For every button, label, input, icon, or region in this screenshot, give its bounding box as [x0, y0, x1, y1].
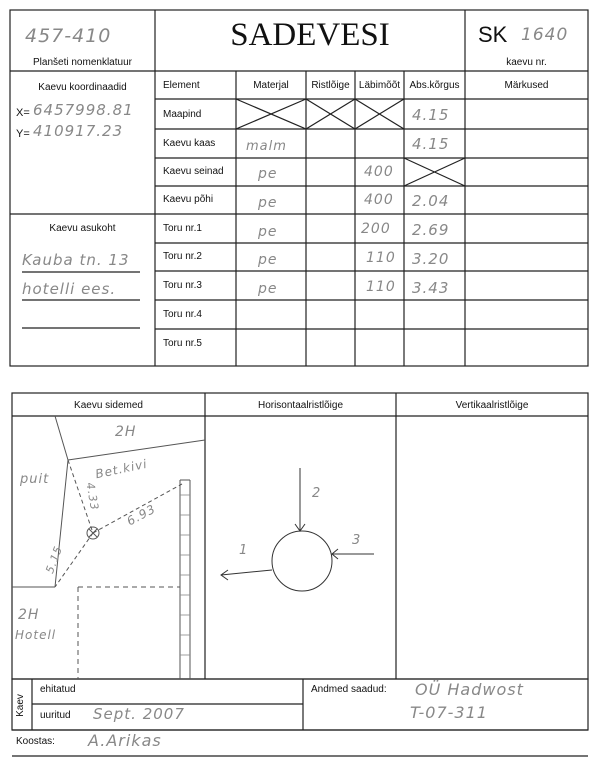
pipe-label-3: 3	[352, 533, 362, 548]
nomenclature-value: 457-410	[25, 25, 112, 47]
location-line1: Kauba tn. 13	[22, 251, 130, 269]
row-element: Toru nr.5	[163, 338, 202, 349]
row-diameter: 110	[366, 279, 396, 295]
sketch-label-bet-kivi: Bet.kivi	[94, 456, 149, 482]
col-header-diameter: Läbimõõt	[358, 80, 401, 91]
row-material: pe	[258, 195, 278, 211]
horizontal-section-drawing	[221, 468, 374, 591]
row-element: Toru nr.2	[163, 251, 202, 262]
sketch-label-2h-top: 2H	[115, 424, 137, 440]
row-material: pe	[258, 252, 278, 268]
location-line2: hotelli ees.	[22, 280, 117, 298]
row-height: 4.15	[412, 106, 450, 124]
row-diameter: 200	[361, 221, 391, 237]
sketch-label-2h-bottom: 2H	[18, 607, 40, 623]
well-number: 1640	[521, 25, 569, 45]
row-element: Toru nr.1	[163, 223, 202, 234]
coord-x-value: 6457998.81	[33, 101, 134, 119]
row-diameter: 400	[364, 164, 394, 180]
row-height: 4.15	[412, 135, 450, 153]
footer-koostas-value: A.Arikas	[88, 731, 162, 750]
row-material: pe	[258, 166, 278, 182]
sketch-dim-433: 4.33	[83, 481, 102, 512]
row-material: pe	[258, 281, 278, 297]
row-element: Kaevu põhi	[163, 194, 214, 205]
sketch-label-hotell: Hotell	[15, 628, 57, 642]
sketch-label-puit: puit	[20, 472, 50, 487]
col-header-height: Abs.kõrgus	[409, 80, 460, 91]
footer-uuritud-value: Sept. 2007	[93, 705, 185, 723]
footer-kaev: Kaev	[14, 694, 26, 717]
coord-y-value: 410917.23	[33, 122, 124, 140]
well-prefix: SK	[478, 22, 508, 47]
row-element: Kaevu seinad	[163, 166, 224, 177]
coord-x-label: X=	[16, 107, 30, 119]
row-height: 3.43	[412, 279, 450, 297]
col-header-notes: Märkused	[504, 80, 549, 91]
row-element: Toru nr.3	[163, 280, 202, 291]
sketch-dim-693: 6.93	[124, 501, 159, 529]
row-element: Kaevu kaas	[163, 138, 216, 149]
row-height: 2.04	[412, 192, 450, 210]
coord-y-label: Y=	[16, 128, 30, 140]
col-header-cross: Ristlõige	[311, 80, 350, 91]
row-diameter: 400	[364, 192, 394, 208]
footer-uuritud: uuritud	[40, 710, 71, 721]
col-header-material: Materjal	[253, 80, 289, 91]
well-label: kaevu nr.	[506, 57, 547, 68]
coords-label: Kaevu koordinaadid	[38, 82, 127, 93]
location-label: Kaevu asukoht	[49, 223, 116, 234]
footer-ehitatud: ehitatud	[40, 684, 76, 695]
row-element: Maapind	[163, 109, 202, 120]
col-header-connections: Kaevu sidemed	[74, 400, 143, 411]
row-diameter: 110	[366, 250, 396, 266]
footer-koostas-label: Koostas:	[16, 736, 55, 747]
pipe-label-2: 2	[312, 486, 322, 501]
col-header-element: Element	[163, 80, 200, 91]
sketch-dim-515: 5.15	[43, 543, 66, 576]
col-header-horizontal: Horisontaalristlõige	[257, 400, 344, 411]
row-element: Toru nr.4	[163, 309, 202, 320]
page-title: SADEVESI	[230, 17, 390, 53]
row-material: pe	[258, 224, 278, 240]
row-height: 2.69	[412, 221, 450, 239]
col-header-vertical: Vertikaalristlõige	[455, 400, 529, 411]
row-height: 3.20	[412, 250, 450, 268]
footer-andmed-line2: T-07-311	[410, 703, 488, 722]
row-material: malm	[246, 139, 287, 154]
footer-andmed-line1: OÜ Hadwost	[415, 680, 524, 699]
pipe-label-1: 1	[239, 543, 249, 558]
nomenclature-label: Planšeti nomenklatuur	[33, 57, 132, 68]
footer-andmed-label: Andmed saadud:	[311, 684, 387, 695]
